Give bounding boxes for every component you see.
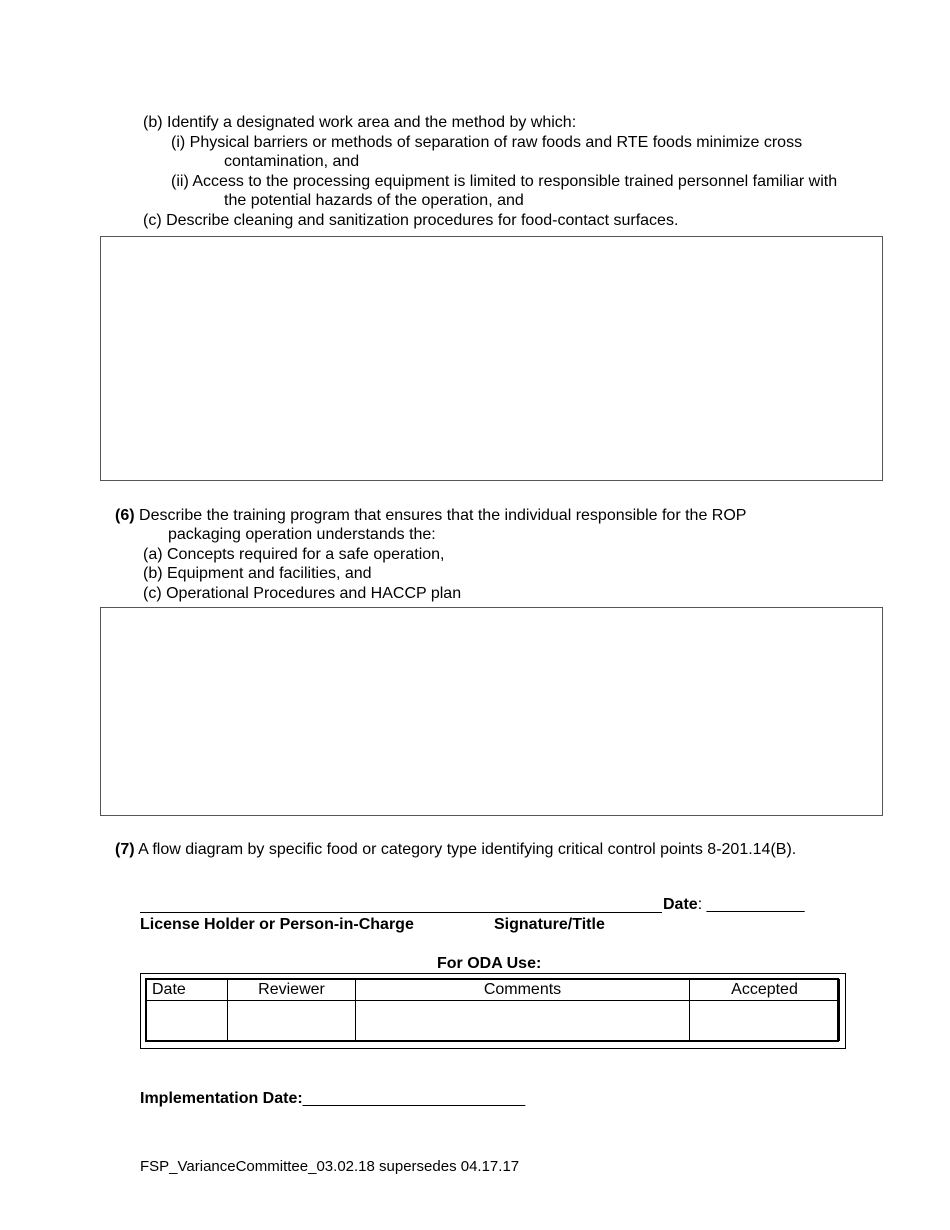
oda-comments-cell[interactable] — [356, 1001, 690, 1041]
item-6-text: Describe the training program that ensures that the individual responsible for the ROP — [139, 507, 747, 524]
oda-heading: For ODA Use: — [437, 955, 542, 972]
item-5b: (b) Identify a designated work area and the method by which: — [143, 114, 577, 131]
date-label: Date — [663, 896, 698, 913]
oda-col-date: Date — [147, 980, 228, 1001]
implementation-blank: _________________________ — [302, 1090, 526, 1107]
item-5b-ii: (ii) Access to the processing equipment is limited to responsible trained personnel familiar with — [171, 173, 838, 190]
implementation-date[interactable] — [140, 1089, 525, 1109]
item-6 — [115, 506, 746, 526]
item-5b-ii-cont: the potential hazards of the operation, and — [224, 192, 524, 209]
oda-table — [146, 979, 840, 1041]
response-box-6[interactable] — [100, 607, 883, 816]
oda-col-accepted: Accepted — [690, 980, 840, 1001]
item-7-number: (7) — [115, 841, 135, 858]
item-6-cont: packaging operation understands the: — [168, 526, 436, 543]
response-box-5[interactable] — [100, 236, 883, 481]
date-blank: : ___________ — [697, 896, 805, 913]
item-5c: (c) Describe cleaning and sanitization procedures for food-contact surfaces. — [143, 212, 679, 229]
license-holder-label: License Holder or Person-in-Charge — [140, 916, 414, 933]
item-7-text: A flow diagram by specific food or category type identifying critical control points 8-201.14(B). — [138, 841, 797, 858]
item-7 — [115, 840, 796, 860]
oda-col-comments: Comments — [356, 980, 690, 1001]
signature-title-label: Signature/Title — [494, 916, 605, 933]
oda-col-reviewer: Reviewer — [228, 980, 356, 1001]
item-5b-i-cont: contamination, and — [224, 153, 360, 170]
signature-line[interactable] — [140, 912, 662, 913]
implementation-label: Implementation Date: — [140, 1090, 303, 1107]
item-6c: (c) Operational Procedures and HACCP plan — [143, 585, 462, 602]
oda-date-cell[interactable] — [147, 1001, 228, 1041]
item-6-number: (6) — [115, 507, 135, 524]
footer-text: FSP_VarianceCommittee_03.02.18 supersedes 04.17.17 — [140, 1158, 520, 1175]
item-5b-i: (i) Physical barriers or methods of separation of raw foods and RTE foods minimize cross — [171, 134, 803, 151]
oda-reviewer-cell[interactable] — [228, 1001, 356, 1041]
date-field[interactable] — [663, 895, 804, 915]
oda-header-row — [147, 980, 840, 1001]
oda-entry-row — [147, 1001, 840, 1041]
oda-accepted-cell[interactable] — [690, 1001, 840, 1041]
item-6a: (a) Concepts required for a safe operation, — [143, 546, 445, 563]
item-6b: (b) Equipment and facilities, and — [143, 565, 372, 582]
